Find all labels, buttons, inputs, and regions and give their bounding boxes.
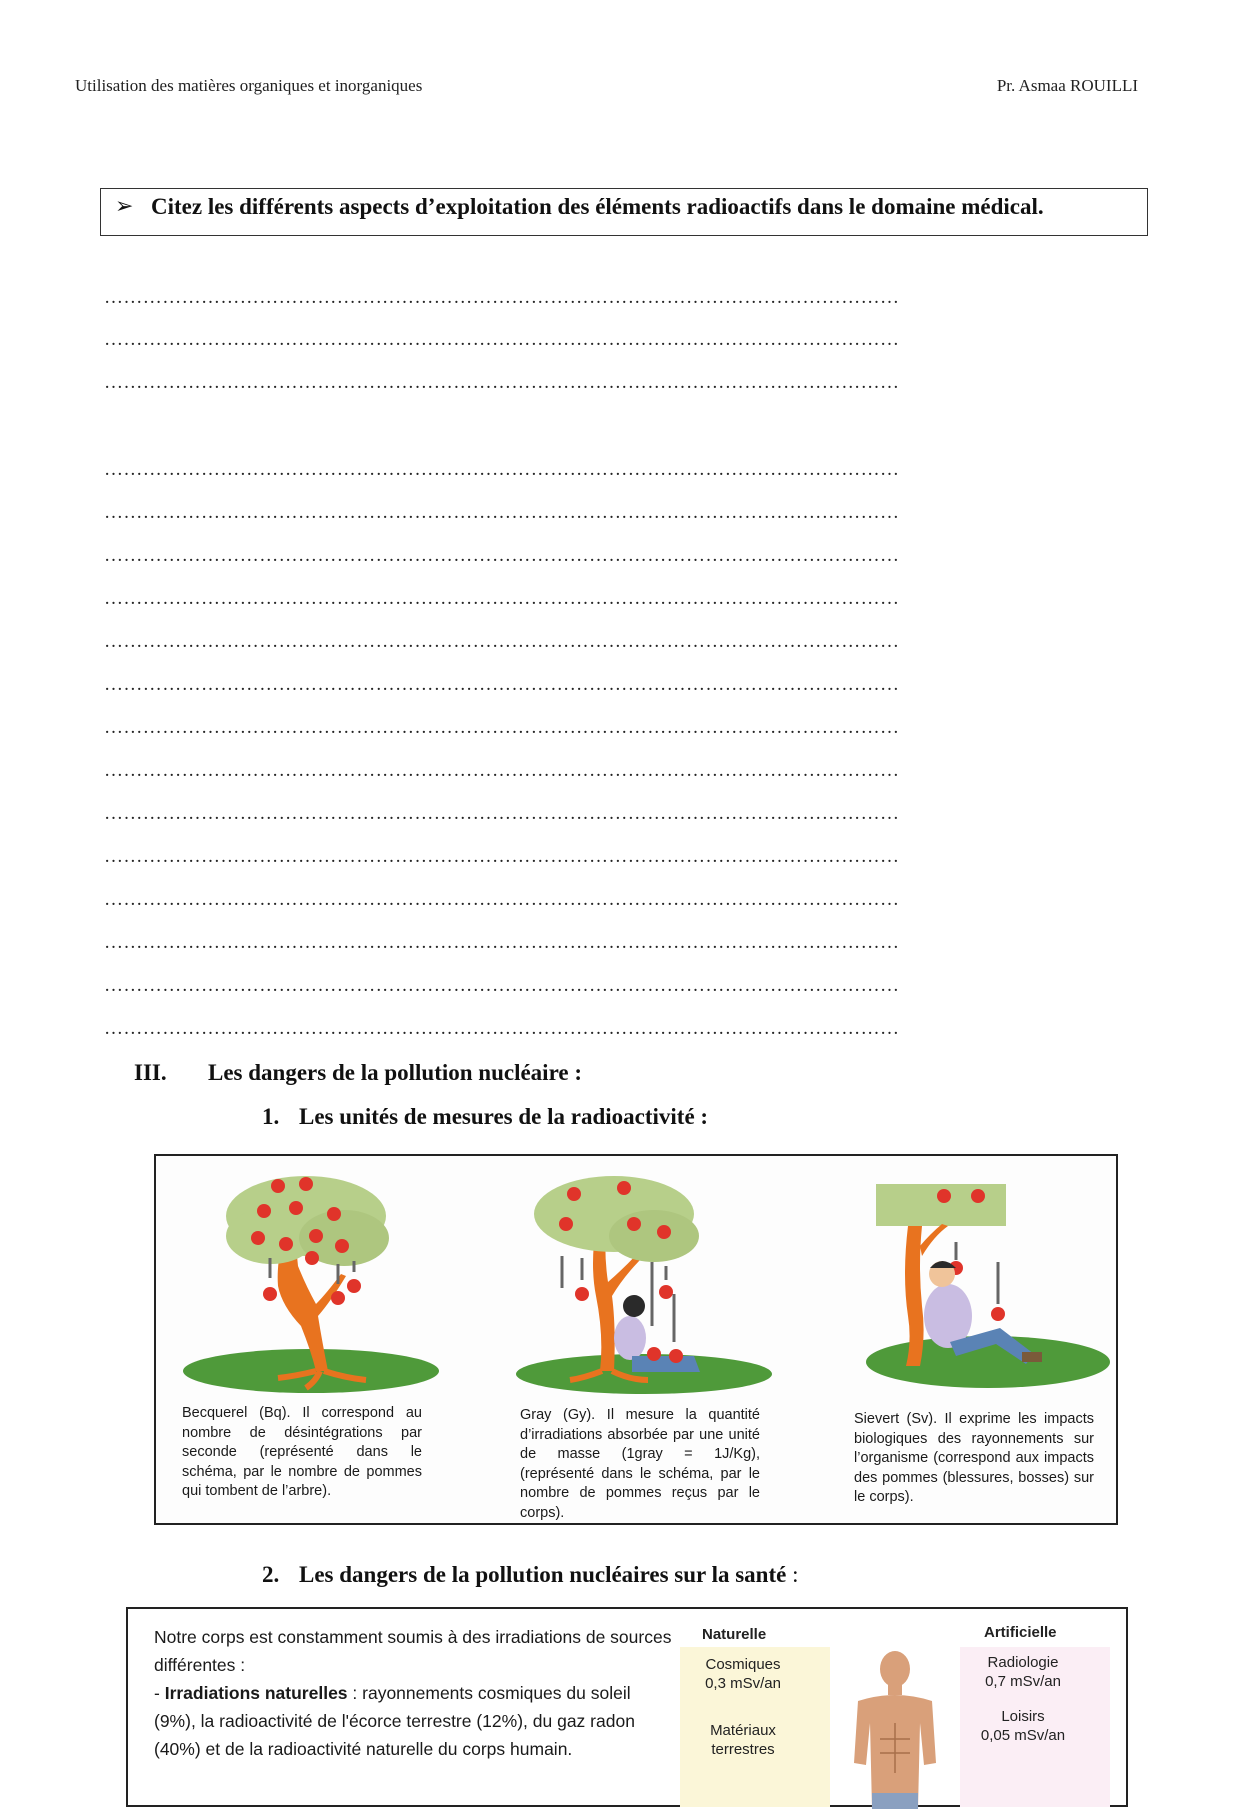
arrow-bullet-icon: ➢ xyxy=(115,194,134,219)
answer-line[interactable]: …………………………………………………………………………………………………………… xyxy=(104,1019,900,1039)
tree-person-apples-illustration xyxy=(504,1166,804,1396)
answer-line[interactable]: …………………………………………………………………………………………………………… xyxy=(104,933,900,953)
becquerel-panel xyxy=(166,1166,466,1516)
answer-line[interactable]: …………………………………………………………………………………………………………… xyxy=(104,373,900,393)
section-number: III. xyxy=(134,1060,167,1085)
natural-irradiation-item xyxy=(154,1679,674,1763)
subsection-number: 1. xyxy=(262,1104,280,1129)
tree-falling-apples-illustration xyxy=(166,1166,466,1396)
answer-line[interactable]: …………………………………………………………………………………………………………… xyxy=(104,330,900,350)
human-body-icon xyxy=(840,1643,950,1813)
health-figure xyxy=(126,1607,1128,1807)
artificial-column-title: Artificielle xyxy=(984,1624,1057,1641)
terrestrial-label: Matériaux xyxy=(710,1722,776,1739)
subsection-title: Les unités de mesures de la radioactivité : xyxy=(299,1104,709,1129)
natural-irradiation-detail: : rayonnements cosmiques du soleil (9%), la radioactivité de l'écorce terrestre (12%), du gaz radon (40%) et de la radioactivité naturelle du corps humain. xyxy=(154,1683,635,1759)
leisure-dose: 0,05 mSv/an xyxy=(980,1727,1066,1744)
units-figure xyxy=(154,1154,1118,1525)
header-author: Pr. Asmaa ROUILLI xyxy=(996,76,1138,95)
gray-panel xyxy=(504,1166,804,1521)
bullet-dash: - xyxy=(154,1683,165,1703)
radiology-dose: 0,7 mSv/an xyxy=(985,1673,1061,1690)
answer-line[interactable]: …………………………………………………………………………………………………………… xyxy=(104,890,900,910)
subsection-title-text: Les dangers de la pollution nucléaires sur la santé xyxy=(299,1562,787,1587)
answer-line[interactable]: …………………………………………………………………………………………………………… xyxy=(104,804,900,824)
question-box xyxy=(100,188,1148,236)
subsection-number: 2. xyxy=(262,1562,280,1587)
artificial-item-leisure xyxy=(968,1707,1078,1745)
person-hit-by-apples-illustration xyxy=(838,1166,1138,1396)
answer-line[interactable]: …………………………………………………………………………………………………………… xyxy=(104,632,900,652)
leisure-label: Loisirs xyxy=(1001,1708,1045,1725)
natural-item-terrestrial xyxy=(688,1721,798,1759)
answer-line[interactable]: …………………………………………………………………………………………………………… xyxy=(104,675,900,695)
natural-irradiation-label: Irradiations naturelles xyxy=(164,1683,348,1703)
health-text xyxy=(154,1623,674,1763)
answer-line[interactable]: …………………………………………………………………………………………………………… xyxy=(104,546,900,566)
answer-line[interactable]: …………………………………………………………………………………………………………… xyxy=(104,718,900,738)
section-title: Les dangers de la pollution nucléaire : xyxy=(208,1060,582,1085)
answer-line[interactable]: …………………………………………………………………………………………………………… xyxy=(104,847,900,867)
natural-column-title: Naturelle xyxy=(702,1626,767,1643)
health-intro: Notre corps est constamment soumis à des irradiations de sources différentes : xyxy=(154,1627,672,1675)
artificial-item-radiology xyxy=(968,1653,1078,1691)
gray-caption: Gray (Gy). Il mesure la quantité d’irradiations absorbée par une unité de masse (1gray = 1J/Kg), (représenté dans le schéma, par le nombre de pommes reçus par le corps). xyxy=(520,1407,760,1521)
cosmic-dose: 0,3 mSv/an xyxy=(705,1675,781,1692)
answer-line[interactable]: …………………………………………………………………………………………………………… xyxy=(104,976,900,996)
subsection-title xyxy=(299,1562,798,1588)
subsection-colon: : xyxy=(792,1562,799,1587)
header-course-title: Utilisation des matières organiques et inorganiques xyxy=(75,76,423,95)
becquerel-caption: Becquerel (Bq). Il correspond au nombre de désintégrations par seconde (représenté dans le schéma, par le nombre de pommes qui tombent de l’arbre). xyxy=(182,1405,422,1499)
question-text: Citez les différents aspects d’exploitation des éléments radioactifs dans le domaine médical. xyxy=(151,194,1044,219)
answer-line[interactable]: …………………………………………………………………………………………………………… xyxy=(104,460,900,480)
answer-line[interactable]: …………………………………………………………………………………………………………… xyxy=(104,589,900,609)
radiology-label: Radiologie xyxy=(987,1654,1059,1671)
sievert-caption: Sievert (Sv). Il exprime les impacts biologiques des rayonnements sur l’organisme (correspond aux impacts des pommes (blessures, bosses) sur le corps). xyxy=(854,1411,1094,1505)
terrestrial-label-line2: terrestres xyxy=(711,1741,775,1758)
answer-line[interactable]: …………………………………………………………………………………………………………… xyxy=(104,761,900,781)
sievert-panel xyxy=(838,1166,1138,1516)
cosmic-label: Cosmiques xyxy=(705,1656,781,1673)
answer-line[interactable]: …………………………………………………………………………………………………………… xyxy=(104,288,900,308)
natural-item-cosmic xyxy=(688,1655,798,1693)
answer-line[interactable]: …………………………………………………………………………………………………………… xyxy=(104,503,900,523)
